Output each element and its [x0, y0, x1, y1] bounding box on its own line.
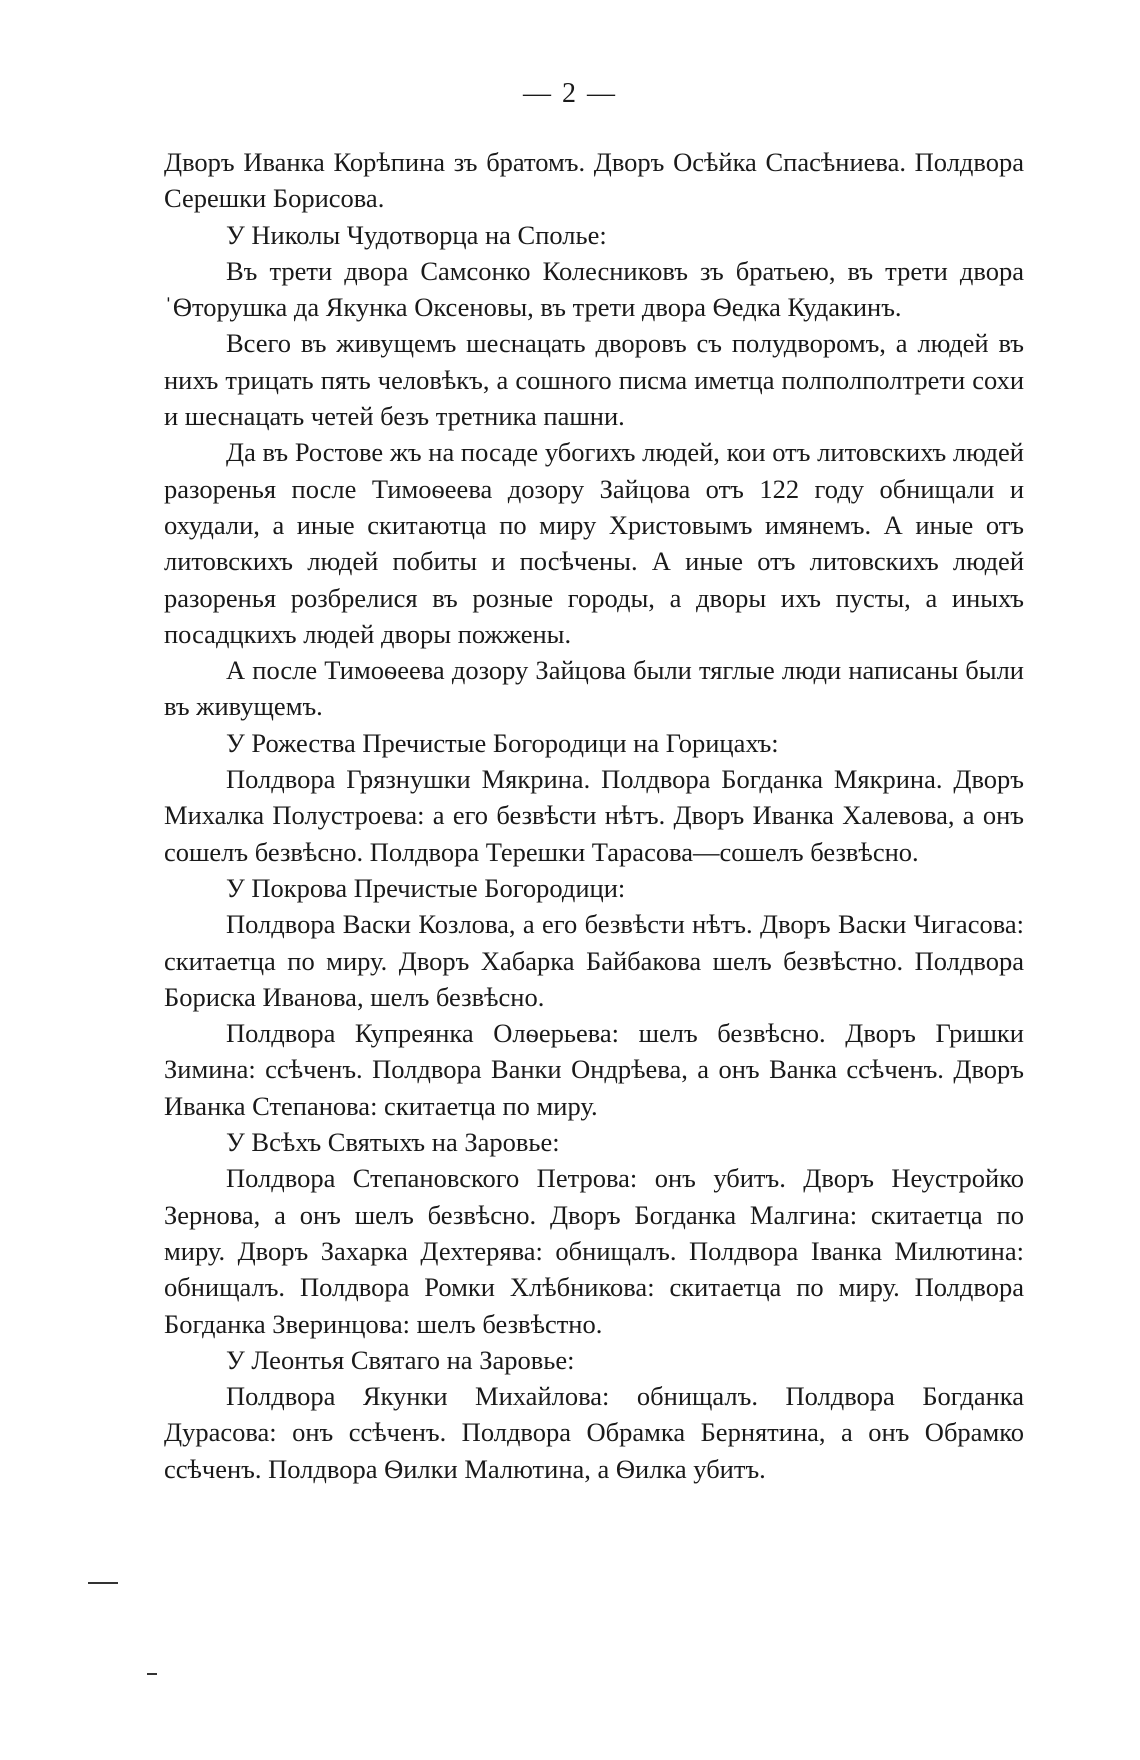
section-heading-pokrov: У Покрова Пречистые Богородици:: [226, 872, 626, 903]
paragraph-4: Всего въ живущемъ шеснацать дворовъ съ полудворомъ, а людей въ нихъ трицать пять человѣкъ, а сошного писма иметца полполполтрети сохи и шеснацать четей безъ третника пашни.: [164, 328, 1024, 432]
paragraph-13: Полдвора Степановского Петрова: онъ убитъ. Дворъ Неустройко Зернова, а онъ шелъ безвѣсно. Дворъ Богданка Малгина: скитаетца по миру. Дворъ Захарка Дехтерява: обнищалъ. Полдвора Іванка Милютина: обнищалъ. Полдвора Ромки Хлѣбникова: скитаетца по миру. Полдвора Богданка Зверинцова: шелъ безвѣстно.: [164, 1163, 1024, 1339]
page-body: [164, 144, 1024, 1487]
margin-mark: [88, 1582, 118, 1584]
paragraph-6: А после Тимоѳеева дозору Зайцова были тяглые люди написаны были въ живущемъ.: [164, 655, 1024, 722]
paragraph-10: Полдвора Васки Козлова, а его безвѣсти нѣтъ. Дворъ Васки Чигасова: скитаетца по миру. Дворъ Хабарка Байбакова шелъ безвѣстно. Полдвора Бориска Иванова, шелъ безвѣсно.: [164, 909, 1024, 1012]
paragraph-8: Полдвора Грязнушки Мякрина. Полдвора Богданка Мякрина. Дворъ Михалка Полустроева: а его безвѣсти нѣтъ. Дворъ Иванка Халевова, а онъ сошелъ безвѣсно. Полдвора Терешки Тарасова—сошелъ безвѣсно.: [164, 764, 1024, 867]
section-heading-rozhestvo: У Рожества Пречистые Богородици на Горицахъ:: [226, 727, 779, 758]
section-heading-nikola: У Николы Чудотворца на Сполье:: [226, 219, 607, 250]
paragraph-5: Да въ Ростове жъ на посаде убогихъ людей, кои отъ литовскихъ людей разоренья после Тимоѳеева дозору Зайцова отъ 122 году обнищали и охудали, а иные скитаютца по миру Христовымъ имянемъ. А иные отъ литовскихъ людей побиты и посѣчены. А иные отъ литовскихъ людей разоренья розбрелися въ розные городы, а дворы ихъ пусты, а иныхъ посадцкихъ людей дворы пожжены.: [164, 437, 1024, 649]
paragraph-11: Полдвора Купреянка Олѳерьева: шелъ безвѣсно. Дворъ Гришки Зимина: ссѣченъ. Полдвора Ванки Ондрѣева, а онъ Ванка ссѣченъ. Дворъ Иванка Степанова: скитаетца по миру.: [164, 1018, 1024, 1121]
paragraph-15: Полдвора Якунки Михайлова: обнищалъ. Полдвора Богданка Дурасова: онъ ссѣченъ. Полдвора Обрамка Бернятина, а онъ Обрамко ссѣченъ. Полдвора Ѳилки Малютина, а Ѳилка убитъ.: [164, 1381, 1024, 1484]
paragraph-1: Дворъ Иванка Корѣпина зъ братомъ. Дворъ Осѣйка Спасѣниева. Полдвора Серешки Борисова.: [164, 147, 1024, 214]
margin-mark: [147, 1673, 157, 1675]
section-heading-vsekh-svyatykh: У Всѣхъ Святыхъ на Заровье:: [226, 1127, 560, 1158]
paragraph-3: Въ трети двора Самсонко Колесниковъ зъ братьею, въ трети двора ˈѲторушка да Якунка Оксеновы, въ трети двора Ѳедка Кудакинъ.: [164, 255, 1024, 323]
section-heading-leontiy: У Леонтья Святаго на Заровье:: [226, 1344, 575, 1375]
page-number: — 2 —: [523, 78, 617, 109]
